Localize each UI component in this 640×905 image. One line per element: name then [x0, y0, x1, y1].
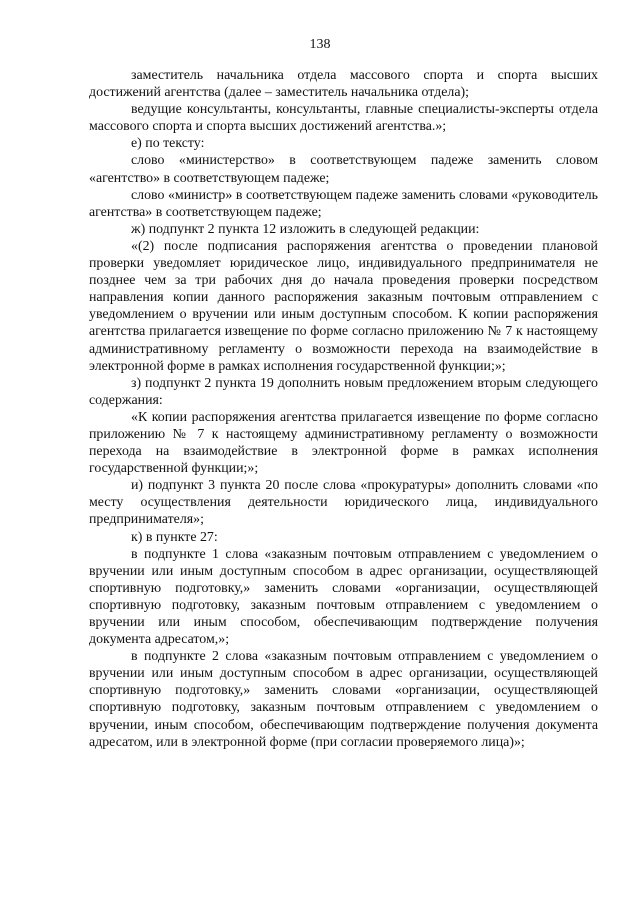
paragraph-3: е) по тексту:: [131, 136, 205, 152]
paragraph-6: ж) подпункт 2 пункта 12 изложить в следующей редакции:: [131, 221, 480, 237]
paragraph-12: в подпункте 1 слова «заказным почтовым отправлением с уведомлением о вручении или иным доступным способом в адрес организации, осуществляющей спортивную подготовку,» заменить словами «организации, осуществляющей спортивную подготовку, заказным почтовым отправлением с уведомлением о вручении или иным способом, обеспечивающим подтверждение получения документа адресатом,»;: [89, 546, 598, 648]
paragraph-5: слово «министр» в соответствующем падеже заменить словами «руководитель агентства» в соответствующем падеже;: [89, 187, 598, 220]
paragraph-1: заместитель начальника отдела массового спорта и спорта высших достижений агентства (далее – заместитель начальника отдела);: [89, 68, 598, 101]
paragraph-4: слово «министерство» в соответствующем падеже заменить словом «агентство» в соответствующем падеже;: [89, 153, 598, 186]
page-number: 138: [309, 37, 331, 52]
paragraph-9: «К копии распоряжения агентства прилагается извещение по форме согласно приложению № 7 к настоящему административному регламенту о возможности перехода на взаимодействие в электронной форме в рамках исполнения государственной функции;»;: [89, 409, 598, 477]
paragraph-10: и) подпункт 3 пункта 20 после слова «прокуратуры» дополнить словами «по месту осуществления деятельности юридического лица, индивидуального предпринимателя»;: [89, 478, 598, 528]
paragraph-11: к) в пункте 27:: [131, 529, 218, 545]
paragraph-2: ведущие консультанты, консультанты, главные специалисты-эксперты отдела массового спорта и спорта высших достижений агентства.»;: [89, 102, 598, 135]
paragraph-13: в подпункте 2 слова «заказным почтовым отправлением с уведомлением о вручении или иным доступным способом в адрес организации, осуществляющей спортивную подготовку,» заменить словами «организации, осуществляющей спортивную подготовку, заказным почтовым отправлением с уведомлением о вручении, иным способом, обеспечивающим подтверждение получения документа адресатом, или в электронной форме (при согласии проверяемого лица)»;: [89, 649, 598, 750]
paragraph-7: «(2) после подписания распоряжения агентства о проведении плановой проверки уведомляет юридическое лицо, индивидуального предпринимателя не позднее чем за три рабочих дня до начала проведения проверки посредством направления копии данного распоряжения заказным почтовым отправлением с уведомлением о вручении или иным доступным способом. К копии распоряжения агентства прилагается извещение по форме согласно приложению № 7 к настоящему административному регламенту о возможности перехода на взаимодействие в электронной форме в рамках исполнения государственной функции;»;: [89, 238, 598, 374]
document-body: [89, 67, 598, 751]
paragraph-8: з) подпункт 2 пункта 19 дополнить новым предложением вторым следующего содержания:: [89, 375, 598, 408]
